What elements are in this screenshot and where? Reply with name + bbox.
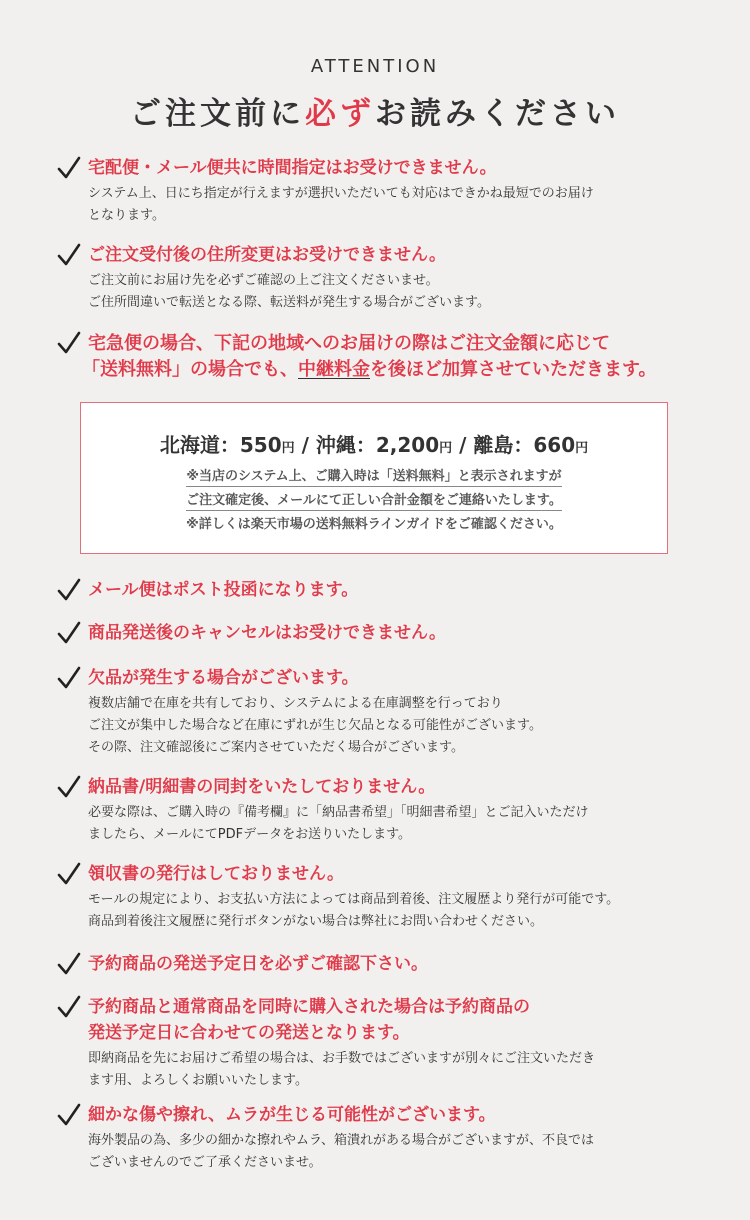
desc-line: システム上、日にち指定が行えますが選択いただいても対応はできかね最短でのお届け: [88, 186, 594, 201]
check-icon: [56, 242, 82, 268]
desc-line: 海外製品の為、多少の細かな擦れやムラ、箱潰れがある場合がございますが、不良では: [88, 1133, 594, 1148]
check-icon: [56, 861, 82, 887]
desc-line: 複数店舗で在庫を共有しており、システムによる在庫調整を行っており: [88, 696, 503, 711]
check-icon: [56, 620, 82, 646]
region-price: 660: [533, 433, 576, 457]
notice-title: ご注文受付後の住所変更はお受けできません。: [88, 245, 447, 265]
check-icon: [56, 1102, 82, 1128]
separator: /: [294, 433, 316, 457]
check-icon: [56, 577, 82, 603]
notice-title: 予約商品と通常商品を同時に購入された場合は予約商品の: [88, 997, 530, 1017]
desc-line: ご住所間違いで転送となる際、転送料が発生する場合がございます。: [88, 295, 490, 310]
desc-line: ございませんのでご了承くださいませ。: [88, 1155, 322, 1170]
relay-fee-underlined: 中継料金: [298, 359, 370, 380]
shipping-fee-box: [80, 402, 668, 554]
notice-desc: [88, 802, 716, 846]
page-title: [0, 88, 750, 133]
notice-item-receipt: [56, 861, 716, 933]
check-icon: [56, 665, 82, 691]
notice-title: 商品発送後のキャンセルはお受けできません。: [88, 623, 447, 643]
desc-line: モールの規定により、お支払い方法によっては商品到着後、注文履歴より発行が可能です。: [88, 892, 620, 907]
yen-unit: 円: [439, 441, 453, 456]
notice-item-preorder-date: [56, 951, 716, 977]
region-label: 離島：: [473, 433, 534, 457]
desc-line: ます用、よろしくお願いいたします。: [88, 1073, 308, 1088]
notice-desc: [88, 183, 716, 227]
notice-title: 宅配便・メール便共に時間指定はお受けできません。: [88, 158, 497, 178]
regional-prices: [81, 429, 667, 458]
notice-item-address-change: [56, 242, 716, 314]
notice-item-invoice: [56, 774, 716, 846]
check-icon: [56, 951, 82, 977]
desc-line: 商品到着後注文履歴に発行ボタンがない場合は弊社にお問い合わせください。: [88, 914, 544, 929]
box-notes: [81, 465, 667, 537]
region-label: 沖縄：: [315, 433, 376, 457]
check-icon: [56, 330, 82, 356]
notice-title: 細かな傷や擦れ、ムラが生じる可能性がございます。: [88, 1105, 496, 1125]
title-part: 「送料無料」の場合でも、: [82, 359, 298, 380]
desc-line: 即納商品を先にお届けご希望の場合は、お手数ではございますが別々にご注文いただき: [88, 1051, 596, 1066]
notice-title: 欠品が発生する場合がございます。: [88, 668, 359, 688]
desc-line: その際、注文確認後にご案内させていただく場合がございます。: [88, 740, 464, 755]
notice-title-line2: [82, 356, 657, 384]
notice-desc: [88, 270, 716, 314]
notice-title: メール便はポスト投函になります。: [88, 580, 359, 600]
yen-unit: 円: [281, 441, 295, 456]
region-price: 2,200: [375, 433, 440, 457]
title-part: を後ほど加算させていただきます。: [370, 359, 657, 380]
notice-title: 納品書/明細書の同封をいたしておりません。: [88, 777, 436, 797]
notice-item-combined-order: [56, 994, 716, 1092]
desc-line: ご注文が集中した場合など在庫にずれが生じ欠品となる可能性がございます。: [88, 718, 542, 733]
box-note: ご注文確定後、メールにて正しい合計金額をご連絡いたします。: [186, 493, 562, 511]
notice-item-stockout: [56, 665, 716, 759]
region-label: 北海道：: [159, 433, 240, 457]
title-post: お読みください: [375, 96, 620, 132]
box-note: ※当店のシステム上、ご購入時は「送料無料」と表示されますが: [186, 469, 561, 487]
box-note: ※詳しくは楽天市場の送料無料ラインガイドをご確認ください。: [186, 517, 562, 532]
notice-desc: [88, 1130, 716, 1174]
notice-desc: [88, 1048, 716, 1092]
notice-item-time-designation: [56, 155, 716, 227]
desc-line: 必要な際は、ご購入時の『備考欄』に「納品書希望」「明細書希望」とご記入いただけ: [88, 805, 589, 820]
notice-title: 発送予定日に合わせての発送となります。: [88, 1023, 410, 1043]
notice-title: 宅急便の場合、下記の地域へのお届けの際はご注文金額に応じて: [88, 333, 610, 354]
notice-title: 領収書の発行はしておりません。: [88, 864, 345, 884]
title-pre: ご注文前に: [130, 96, 305, 132]
region-price: 550: [239, 433, 282, 457]
notice-item-cancel: [56, 620, 716, 646]
check-icon: [56, 155, 82, 181]
check-icon: [56, 774, 82, 800]
notice-desc: [88, 889, 716, 933]
desc-line: となります。: [88, 208, 165, 223]
desc-line: ご注文前にお届け先を必ずご確認の上ご注文くださいませ。: [88, 273, 439, 288]
notice-item-mail-delivery: [56, 577, 716, 603]
check-icon: [56, 994, 82, 1020]
notice-item-relay-fee: [56, 330, 716, 358]
notice-desc: [88, 693, 716, 759]
yen-unit: 円: [575, 441, 589, 456]
desc-line: ましたら、メールにてPDFデータをお送りいたします。: [88, 827, 412, 842]
attention-label: ATTENTION: [310, 56, 440, 77]
separator: /: [452, 433, 474, 457]
notice-title: 予約商品の発送予定日を必ずご確認下さい。: [88, 954, 428, 974]
notice-item-scratches: [56, 1102, 716, 1174]
title-accent: 必ず: [305, 96, 375, 132]
